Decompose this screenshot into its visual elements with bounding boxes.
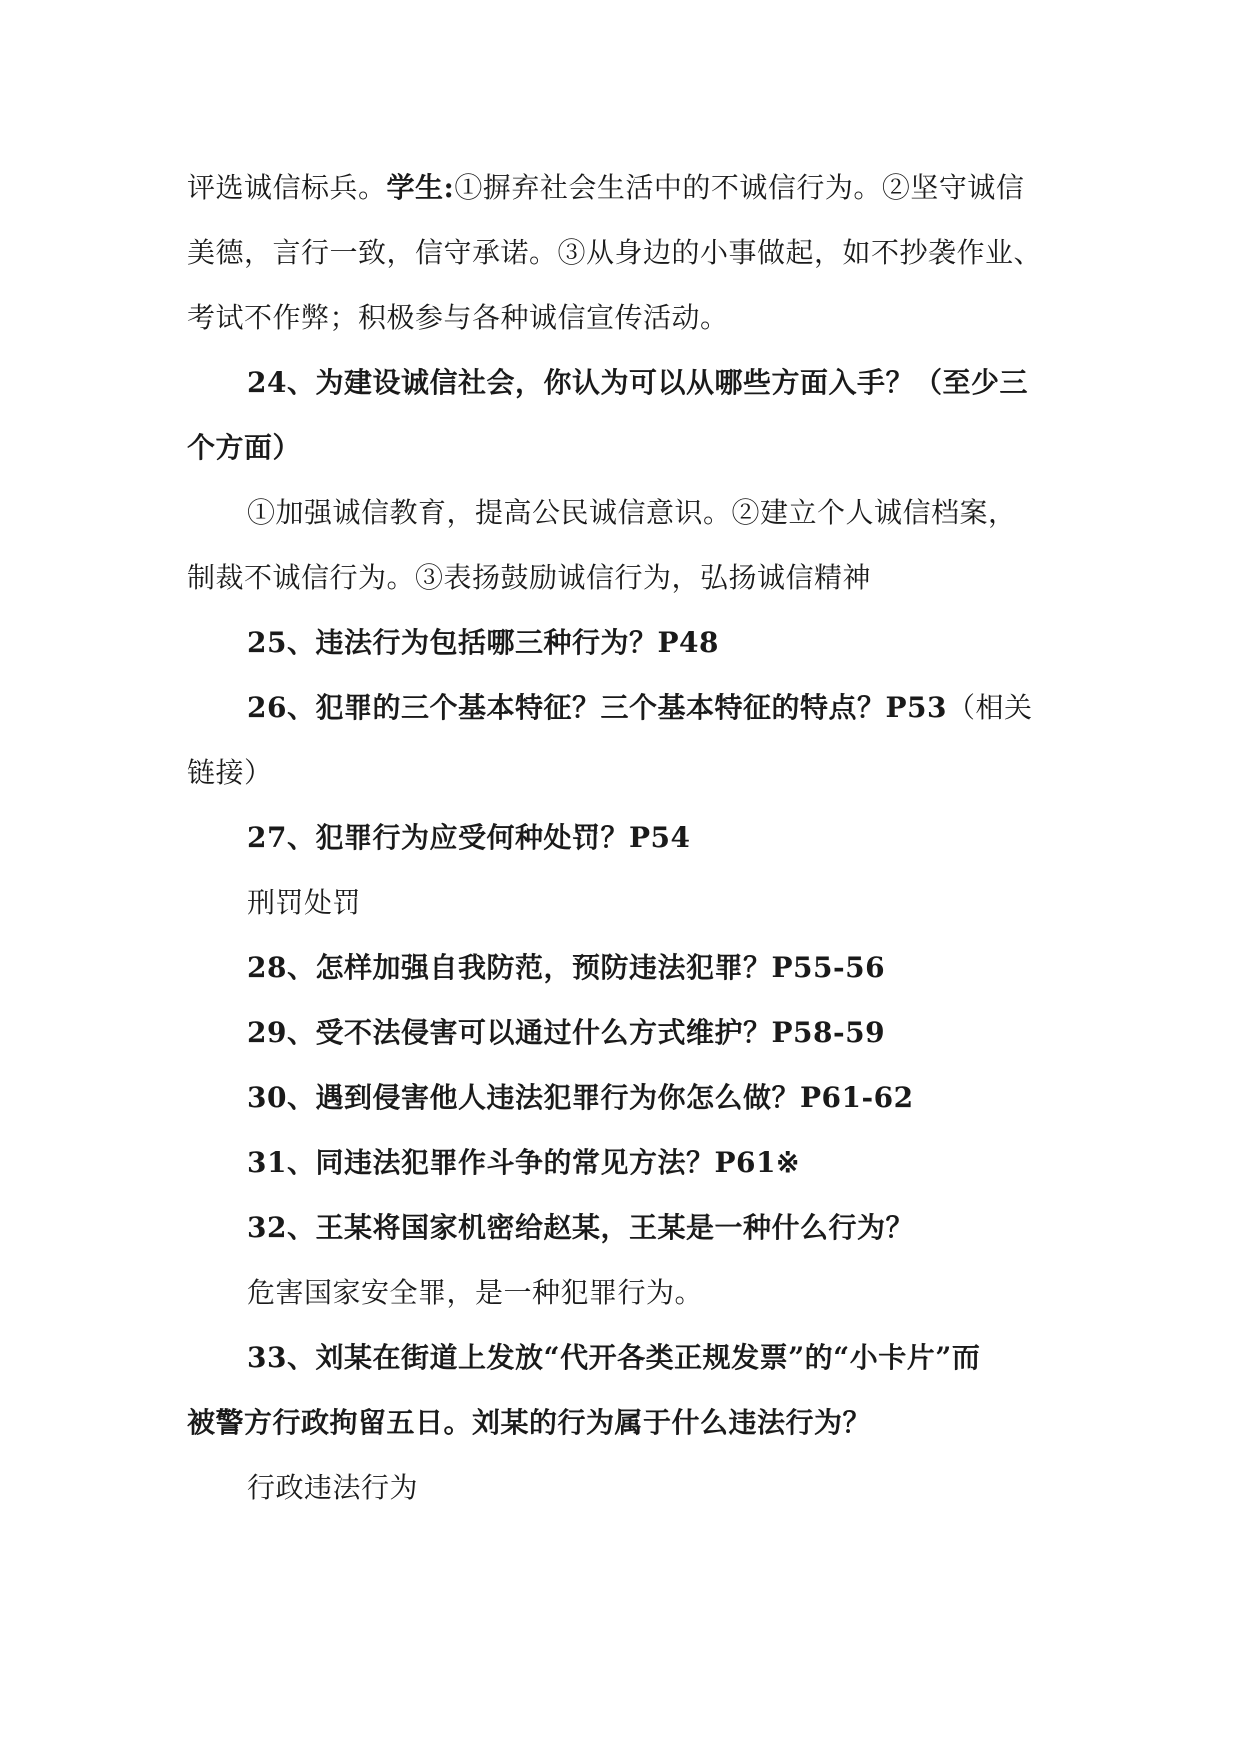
question-24: 24、为建设诚信社会，你认为可以从哪些方面入手？（至少三 (247, 366, 1028, 399)
question-27: 27、犯罪行为应受何种处罚？P54 (247, 821, 691, 854)
text-line (187, 155, 1067, 220)
bold-label: 学生: (386, 171, 455, 204)
question-31: 31、同违法犯罪作斗争的常见方法？P61※ (247, 1146, 800, 1179)
answer-24-cont: 制裁不诚信行为。③表扬鼓励诚信行为，弘扬诚信精神 (187, 561, 872, 594)
text-run: 评选诚信标兵。 (187, 171, 387, 204)
question-33-cont: 被警方行政拘留五日。刘某的行为属于什么违法行为？ (187, 1406, 872, 1439)
answer-24: ①加强诚信教育，提高公民诚信意识。②建立个人诚信档案， (247, 496, 1017, 529)
text-line: 考试不作弊；积极参与各种诚信宣传活动。 (187, 301, 729, 334)
question-26 (187, 675, 1067, 740)
question-30: 30、遇到侵害他人违法犯罪行为你怎么做？P61-62 (247, 1081, 914, 1114)
question-28: 28、怎样加强自我防范，预防违法犯罪？P55-56 (247, 951, 886, 984)
answer-33: 行政违法行为 (247, 1471, 419, 1504)
question-24-cont: 个方面） (187, 431, 302, 464)
question-32: 32、王某将国家机密给赵某，王某是一种什么行为？ (247, 1211, 914, 1244)
question-29: 29、受不法侵害可以通过什么方式维护？P58-59 (247, 1016, 886, 1049)
document-page (187, 155, 1067, 1520)
question-26-cont: 链接） (187, 756, 273, 789)
text-run: （相关 (947, 691, 1033, 724)
text-line: 美德，言行一致，信守承诺。③从身边的小事做起，如不抄袭作业、 (187, 236, 1043, 269)
text-run: ①摒弃社会生活中的不诚信行为。②坚守诚信 (454, 171, 1025, 204)
question-25: 25、违法行为包括哪三种行为？P48 (247, 626, 719, 659)
answer-32: 危害国家安全罪，是一种犯罪行为。 (247, 1276, 704, 1309)
question-33: 33、刘某在街道上发放“代开各类正规发票”的“小卡片”而 (247, 1341, 981, 1374)
text-run: 26、犯罪的三个基本特征？三个基本特征的特点？P53 (247, 691, 947, 724)
answer-27: 刑罚处罚 (247, 886, 362, 919)
